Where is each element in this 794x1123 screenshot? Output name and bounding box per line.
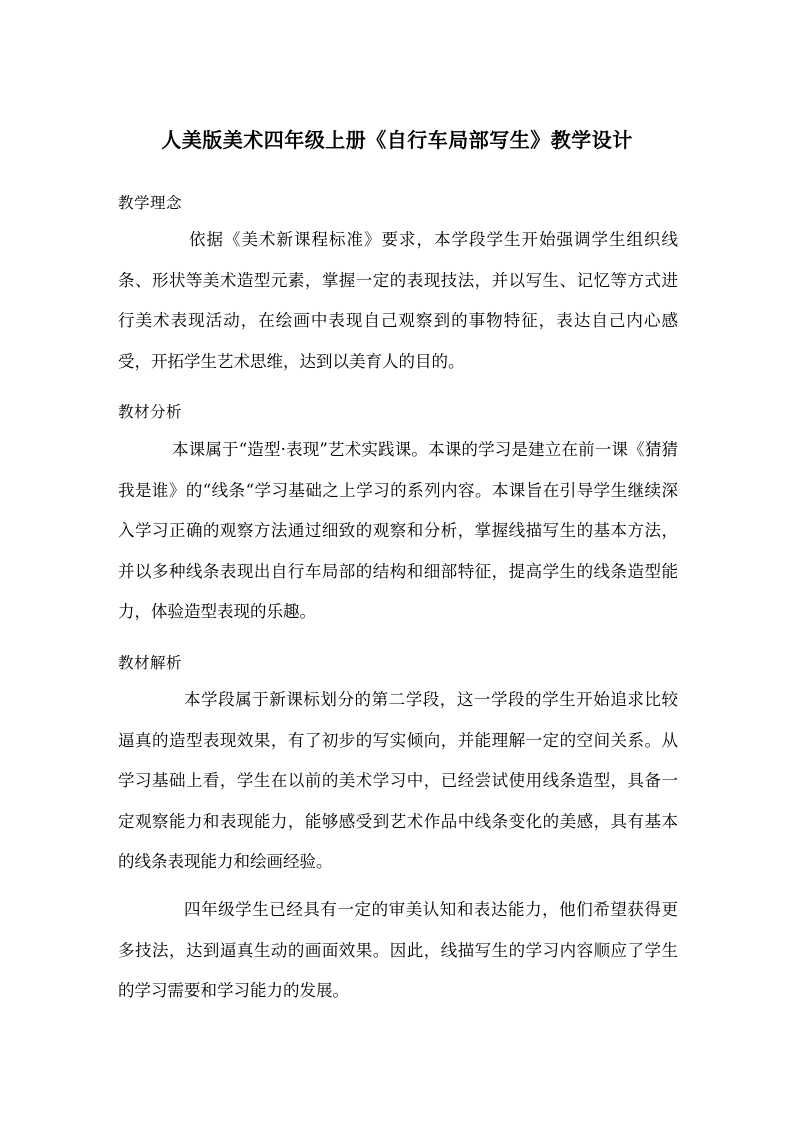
section-heading-textbook-interpretation: 教材解析	[118, 654, 183, 672]
section-paragraph-interpretation-2: 四年级学生已经具有一定的审美认知和表达能力，他们希望获得更多技法，达到逼真生动的画面效果。因此，线描写生的学习内容顺应了学生的学习需要和学习能力的发展。	[118, 900, 678, 1000]
section-paragraph-interpretation-1: 本学段属于新课标划分的第二学段，这一学段的学生开始追求比较逼真的造型表现效果，有了初步的写实倾向，并能理解一定的空间关系。从学习基础上看，学生在以前的美术学习中，已经尝试使用线条造型，具备一定观察能力和表现能力，能够感受到艺术作品中线条变化的美感，具有基本的线条表现能力和绘画经验。	[118, 690, 678, 871]
section-heading-teaching-philosophy: 教学理念	[118, 194, 183, 212]
section-paragraph-textbook-analysis: 本课属于“造型·表现”艺术实践课。本课的学习是建立在前一课《猜猜我是谁》的“线条“学习基础之上学习的系列内容。本课旨在引导学生继续深入学习正确的观察方法通过细致的观察和分析，掌握线描写生的基本方法，并以多种线条表现出自行车局部的结构和细部特征，提高学生的线条造型能力，体验造型表现的乐趣。	[118, 440, 678, 621]
section-heading-textbook-analysis: 教材分析	[118, 403, 183, 421]
document-title: 人美版美术四年级上册《自行车局部写生》教学设计	[161, 128, 633, 152]
section-paragraph-teaching-philosophy: 依据《美术新课程标准》要求，本学段学生开始强调学生组织线条、形状等美术造型元素，掌握一定的表现技法，并以写生、记忆等方式进行美术表现活动，在绘画中表现自己观察到的事物特征，表达自己内心感受，开拓学生艺术思维，达到以美育人的目的。	[118, 230, 678, 371]
